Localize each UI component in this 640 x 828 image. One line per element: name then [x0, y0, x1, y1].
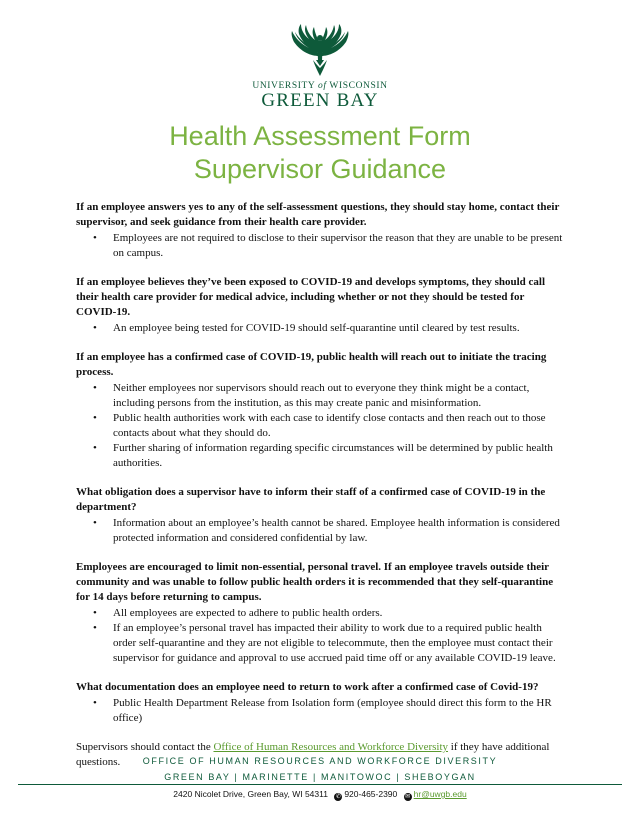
guidance-content [76, 200, 566, 770]
bullet-item: • Employees are not required to disclose to their supervisor the reason that they are unable to be present on campus. [76, 231, 566, 261]
university-logo [0, 22, 640, 110]
bullet-item: • Public health authorities work with each case to identify close contacts and then reach out to those contacts about what they should do. [76, 411, 566, 441]
bullet-list [76, 696, 566, 726]
section-self-assessment [76, 200, 566, 261]
hr-office-link[interactable]: Office of Human Resources and Workforce Diversity [213, 741, 449, 753]
bullet-item: • All employees are expected to adhere to public health orders. [76, 606, 566, 621]
bullet-item: • Neither employees nor supervisors should reach out to everyone they think might be a contact, including persons from the institution, as this may create panic and misinformation. [76, 381, 566, 411]
page-title [0, 120, 640, 186]
footer-email-link[interactable]: hr@uwgb.edu [413, 789, 467, 799]
bullet-list [76, 321, 566, 336]
bullet-list [76, 381, 566, 471]
phone-icon: ✆ [335, 794, 341, 800]
section-question: If an employee has a confirmed case of COVID-19, public health will reach out to initiate the tracing process. [76, 351, 547, 378]
footer-phone: 920-465-2390 [344, 789, 398, 799]
section-question: What obligation does a supervisor have to inform their staff of a confirmed case of COVID-19 in the department? [76, 486, 546, 513]
section-question: Employees are encouraged to limit non-essential, personal travel. If an employee travels outside their community and was unable to follow public health orders it is recommended that they self-quarantine for 14 days before returning to campus. [76, 561, 554, 603]
section-supervisor-obligation [76, 485, 566, 546]
section-travel [76, 560, 566, 666]
bullet-item: • Information about an employee’s health cannot be shared. Employee health information is considered protected information and considered confidential by law. [76, 516, 566, 546]
bullet-list [76, 231, 566, 261]
title-line-1: Health Assessment Form [169, 121, 471, 151]
bullet-item: • Public Health Department Release from Isolation form (employee should direct this form to the HR office) [76, 696, 566, 726]
phoenix-emblem-icon [289, 22, 351, 76]
bullet-item: • Further sharing of information regarding specific circumstances will be determined by public health authorities. [76, 441, 566, 471]
logo-campus-text: GREEN BAY [261, 90, 379, 111]
title-line-2: Supervisor Guidance [193, 154, 447, 184]
section-confirmed-case [76, 350, 566, 471]
footer-address: 2420 Nicolet Drive, Green Bay, WI 54311 [173, 789, 328, 799]
bullet-list [76, 516, 566, 546]
section-documentation [76, 680, 566, 726]
bullet-item: • An employee being tested for COVID-19 should self-quarantine until cleared by test results. [76, 321, 566, 336]
bullet-list [76, 606, 566, 666]
footer-divider [18, 784, 622, 785]
footer-contact-line [0, 789, 640, 801]
footer-office-name: OFFICE OF HUMAN RESOURCES AND WORKFORCE DIVERSITY [142, 756, 498, 766]
logo-university-text: UNIVERSITY of WISCONSIN [252, 81, 388, 91]
section-question: If an employee answers yes to any of the self-assessment questions, they should stay home, contact their supervisor, and seek guidance from their health care provider. [76, 201, 560, 228]
bullet-item: • If an employee’s personal travel has impacted their ability to work due to a required public health order self-quarantine and they are not eligible to telecommute, then the employee must contact their supervisor for guidance and approval to use accrued paid time off or any available COVID-19 leave. [76, 621, 566, 666]
footer-campus-cities: GREEN BAY | MARINETTE | MANITOWOC | SHEBOYGAN [164, 772, 476, 782]
section-question: What documentation does an employee need to return to work after a confirmed case of Covid-19? [76, 681, 539, 693]
closing-paragraph: Supervisors should contact the Office of Human Resources and Workforce Diversity if they have additional questions. [76, 741, 550, 768]
section-question: If an employee believes they’ve been exposed to COVID-19 and develops symptoms, they should call their health care provider for medical advice, including whether or not they should be tested for COVID-19. [76, 276, 546, 318]
section-exposure [76, 275, 566, 336]
email-icon: ✉ [405, 794, 411, 800]
